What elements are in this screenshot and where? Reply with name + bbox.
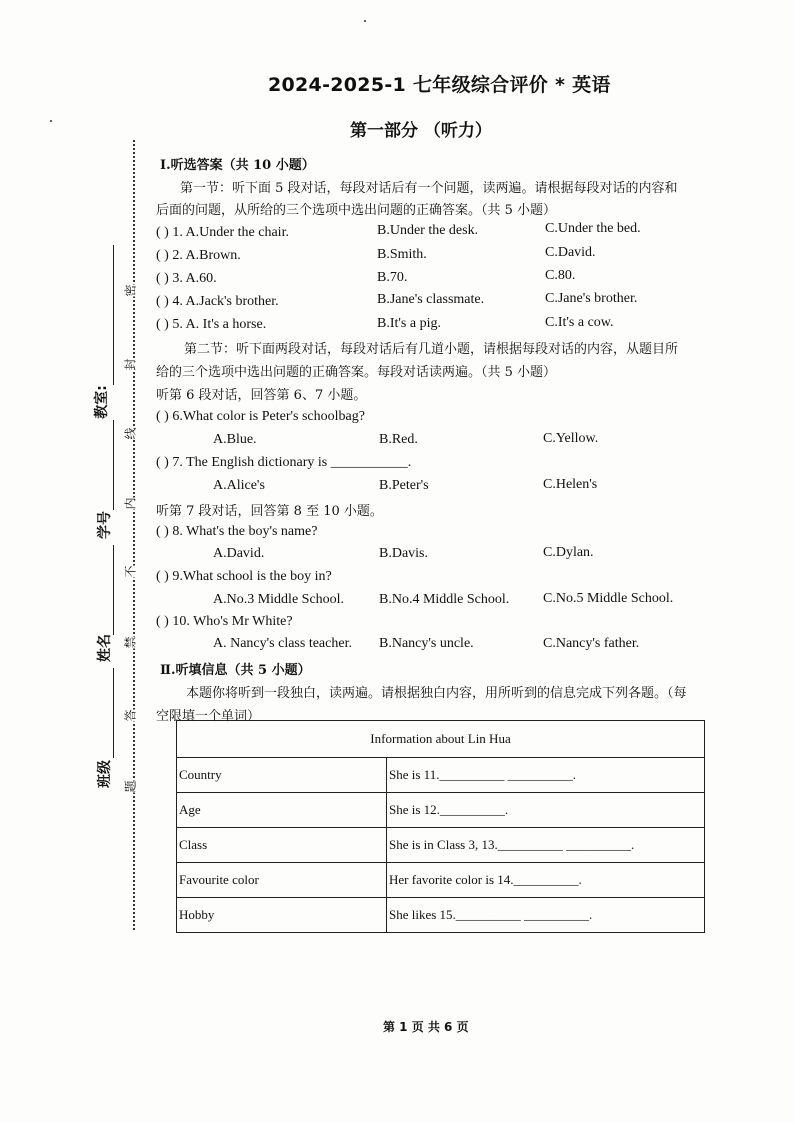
- row-label: Class: [177, 828, 387, 863]
- page-number: 第 1 页 共 6 页: [383, 1020, 469, 1034]
- option-b: B.Jane's classmate.: [377, 292, 485, 307]
- row-label: Country: [177, 758, 387, 793]
- question-1: ( ) 1. A.Under the chair.: [156, 225, 289, 240]
- class-line: [113, 668, 114, 758]
- question-5: ( ) 5. A. It's a horse.: [156, 317, 267, 332]
- page-title: 2024-2025-1 七年级综合评价 * 英语: [268, 74, 611, 96]
- section2-heading: Ⅱ.听填信息（共 5 小题）: [160, 663, 311, 678]
- section1-heading: Ⅰ.听选答案（共 10 小题）: [160, 158, 315, 173]
- section2-instructions: 空限填一个单词）: [156, 709, 261, 724]
- dialog-7-instruction: 听第 7 段对话，回答第 8 至 10 小题。: [156, 504, 383, 519]
- student-id-line: [113, 420, 114, 510]
- option-c: C.Nancy's father.: [543, 636, 640, 651]
- option-a: A.No.3 Middle School.: [213, 592, 345, 607]
- section2-instructions: 本题你将听到一段独白，读两遍。请根据独白内容，用所听到的信息完成下列各题。（每: [186, 686, 687, 701]
- part-title: 第一部分 （听力）: [350, 121, 492, 141]
- row-label: Age: [177, 793, 387, 828]
- question-6: ( ) 6.What color is Peter's schoolbag?: [156, 409, 365, 424]
- part1-instructions: 第一节：听下面 5 段对话，每段对话后有一个问题，读两遍。请根据每段对话的内容和: [180, 181, 678, 196]
- question-2: ( ) 2. A.Brown.: [156, 248, 241, 263]
- option-c: C.Yellow.: [543, 431, 599, 446]
- seal-char: 答: [123, 709, 138, 722]
- option-b: B.Peter's: [379, 478, 429, 493]
- option-a: A.David.: [213, 546, 265, 561]
- table-row: [177, 863, 705, 898]
- question-7: ( ) 7. The English dictionary is ___________.: [156, 455, 412, 470]
- option-b: B.It's a pig.: [377, 316, 441, 331]
- table-row: [177, 793, 705, 828]
- seal-char: 不: [123, 565, 138, 578]
- info-table: [176, 720, 705, 933]
- scan-speck: [364, 20, 366, 22]
- student-id-label: 学号: [97, 511, 113, 539]
- option-b: B.Red.: [379, 432, 418, 447]
- option-b: B.70.: [377, 270, 408, 285]
- question-10: ( ) 10. Who's Mr White?: [156, 614, 293, 629]
- row-label: Favourite color: [177, 863, 387, 898]
- row-value: She likes 15.__________ __________.: [387, 898, 705, 933]
- question-8: ( ) 8. What's the boy's name?: [156, 524, 318, 539]
- table-title: Information about Lin Hua: [177, 721, 705, 758]
- part2-instructions: 给的三个选项中选出问题的正确答案。每段对话读两遍。（共 5 小题）: [156, 365, 557, 380]
- row-label: Hobby: [177, 898, 387, 933]
- option-c: C.Helen's: [543, 477, 598, 492]
- classroom-line: [113, 245, 114, 385]
- option-b: B.Under the desk.: [377, 223, 479, 238]
- part2-instructions: 第二节：听下面两段对话，每段对话后有几道小题，请根据每段对话的内容，从题目所: [184, 342, 679, 357]
- option-c: C.Dylan.: [543, 545, 594, 560]
- row-value: She is in Class 3, 13.__________ __________.: [387, 828, 705, 863]
- option-a: A.Alice's: [213, 478, 265, 493]
- question-3: ( ) 3. A.60.: [156, 271, 217, 286]
- class-label: 班级: [97, 760, 113, 788]
- seal-char: 密: [123, 284, 138, 297]
- option-a: A.Blue.: [213, 432, 257, 447]
- dialog-6-instruction: 听第 6 段对话，回答第 6、7 小题。: [156, 388, 367, 403]
- seal-char: 禁: [123, 636, 138, 649]
- name-label: 姓名: [97, 634, 113, 662]
- option-b: B.No.4 Middle School.: [379, 592, 510, 607]
- seal-char: 线: [123, 427, 138, 440]
- seal-char: 题: [123, 780, 138, 793]
- table-row: [177, 828, 705, 863]
- seal-char: 内: [123, 497, 138, 510]
- table-row: [177, 898, 705, 933]
- option-b: B.Nancy's uncle.: [379, 636, 474, 651]
- option-a: A. Nancy's class teacher.: [213, 636, 352, 651]
- question-4: ( ) 4. A.Jack's brother.: [156, 294, 279, 309]
- row-value: Her favorite color is 14.__________.: [387, 863, 705, 898]
- binding-dotted-line: [133, 140, 135, 930]
- option-c: C.Jane's brother.: [545, 291, 638, 306]
- row-value: She is 11.__________ __________.: [387, 758, 705, 793]
- question-9: ( ) 9.What school is the boy in?: [156, 569, 332, 584]
- seal-char: 封: [123, 358, 138, 371]
- name-line: [113, 545, 114, 635]
- option-c: C.David.: [545, 245, 596, 260]
- option-b: B.Davis.: [379, 546, 428, 561]
- option-c: C.It's a cow.: [545, 315, 614, 330]
- row-value: She is 12.__________.: [387, 793, 705, 828]
- classroom-label: 教室:: [93, 385, 110, 419]
- table-row: [177, 758, 705, 793]
- scan-speck: [50, 120, 52, 122]
- part1-instructions: 后面的问题，从所给的三个选项中选出问题的正确答案。（共 5 小题）: [156, 203, 557, 218]
- option-c: C.Under the bed.: [545, 221, 641, 236]
- option-c: C.No.5 Middle School.: [543, 591, 674, 606]
- option-b: B.Smith.: [377, 247, 427, 262]
- option-c: C.80.: [545, 268, 576, 283]
